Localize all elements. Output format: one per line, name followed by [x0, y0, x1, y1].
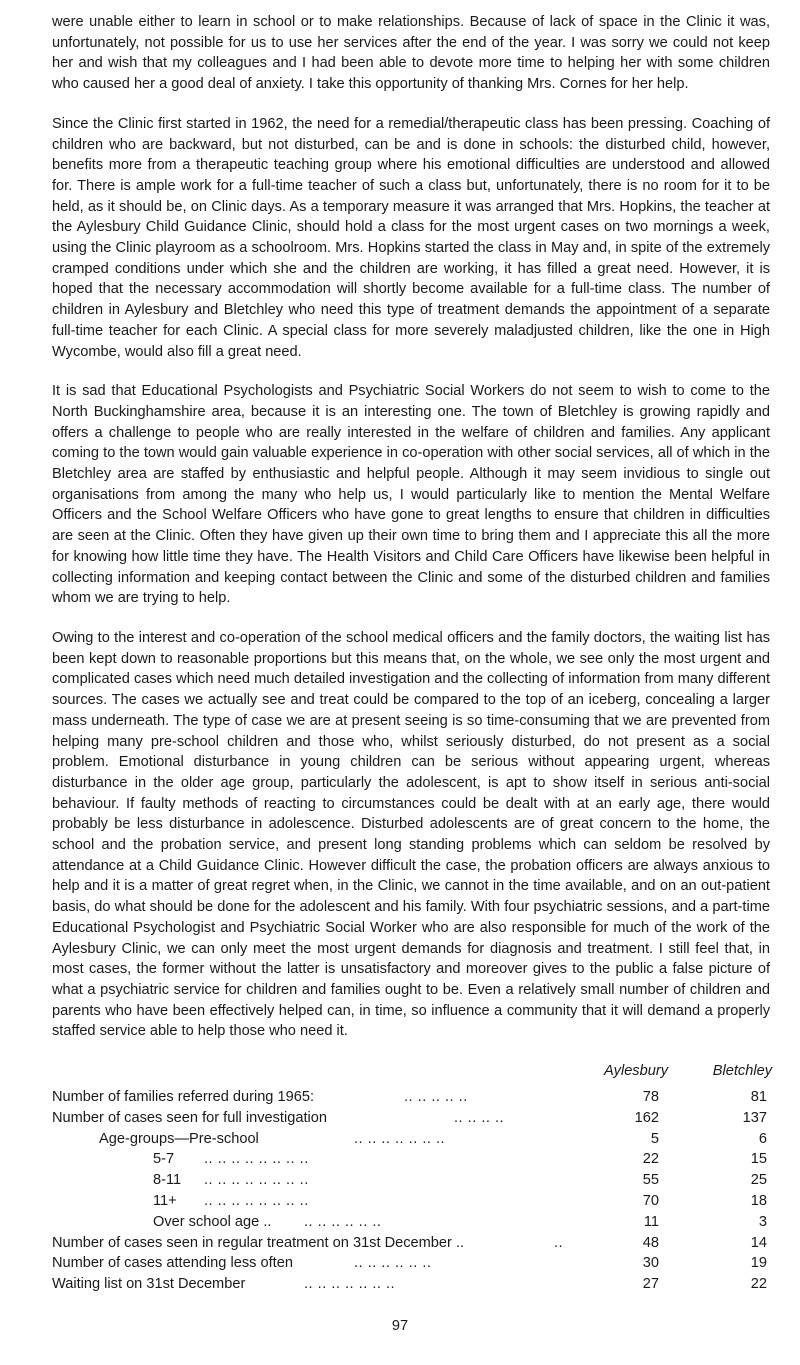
- row-label: Age-groups—Pre-school: [99, 1130, 259, 1147]
- bletchley-value: 81: [750, 1089, 767, 1105]
- paragraph: Since the Clinic first started in 1962, the need for a remedial/therapeutic class has been pressing. Coaching of children who are backward, but not disturbed, can be and is done in schools: the disturbed child, however, benefits more from a therapeutic teaching group where his emotional difficulties are understood and allowed for. There is ample work for a full-time teacher of such a class but, unfortunately, there is no room for it to be held, as it should be, on Clinic days. As a temporary measure it was arranged that Mrs. Hopkins, the teacher at the Aylesbury Child Guidance Clinic, should hold a class for the most urgent cases on two mornings a week, using the Clinic playroom as a schoolroom. Mrs. Hopkins started the class in May and, in spite of the extremely cramped conditions under which she and the children are working, it has filled a great need. However, it is hoped that the necessary accommodation will shortly become available for a full-time class. The number of children in Aylesbury and Bletchley who need this type of treatment demands the appointment of a separate full-time teacher for each Clinic. A special class for more severely maladjusted children, like the one in High Wycombe, would also fill a great need.: [52, 115, 770, 360]
- table-row: [52, 1212, 770, 1233]
- statistics-table: [52, 1063, 770, 1295]
- column-header-aylesbury: Aylesbury: [604, 1063, 668, 1079]
- bletchley-value: 15: [750, 1151, 767, 1168]
- row-label: Number of families referred during 1965:: [52, 1089, 315, 1105]
- table-row: [52, 1253, 770, 1274]
- bletchley-value: 25: [750, 1172, 767, 1189]
- bletchley-value: 19: [750, 1255, 767, 1272]
- leader-dots: ..: [554, 1234, 564, 1251]
- leader-dots: .. .. .. .. .. .. ..: [354, 1130, 446, 1147]
- bletchley-value: 22: [750, 1276, 767, 1293]
- table-row: [52, 1129, 770, 1150]
- table-row: [52, 1233, 770, 1254]
- leader-dots: .. .. .. .. .. .. .. ..: [204, 1151, 309, 1168]
- row-label: 11+: [153, 1192, 177, 1209]
- table-row: [52, 1191, 770, 1212]
- aylesbury-value: 30: [642, 1255, 659, 1272]
- bletchley-value: 18: [750, 1192, 767, 1209]
- paragraph: Owing to the interest and co-operation of the school medical officers and the family doctors, the waiting list has been kept down to reasonable proportions but this means that, on the whole, we see only the most urgent and complicated cases which need much detailed investigation and the collecting of information from many different sources. The cases we actually see and treat could be compared to the top of an iceberg, concealing a larger mass underneath. The type of case we are at present seeing is so time-consuming that we are prevented from helping many pre-school children and those who, whilst seriously disturbed, do not present as a social problem. Emotional disturbance in young children can be serious without appearing urgent, whereas disturbance in the older age group, particularly the adolescent, is apt to show itself in serious anti-social behaviour. If faulty methods of reacting to circumstances could be dealt with at an early age, there would probably be less disturbance in adolescence. Disturbed adolescents are of great concern to the home, the school and the probation service, and present long standing problems which can seldom be resolved by attendance at a Child Guidance Clinic. However difficult the case, the probation officers are always anxious to help and it is a matter of great regret when, in the Clinic, we cannot in the time available, and on an out-patient basis, do what should be done for the adolescent and his family. With four psychiatric sessions, and a part-time Educational Psychologist and Psychiatric Social Worker who are also responsible for much of the work of the Aylesbury Clinic, we can only meet the most urgent demands for diagnosis and treatment. I still feel that, in most cases, the former without the latter is unsatisfactory and moreover gives to the public a false picture of what a psychiatric service for children and families ought to be. Even a relatively small number of children and parents who have been effectively helped can, in time, so influence a community that it will demand a properly staffed service able to help those who need it.: [52, 629, 770, 1040]
- paragraph: were unable either to learn in school or to make relationships. Because of lack of space in the Clinic it was, unfortunately, not possible for us to use her services after the end of the year. I was sorry we could not keep her and wish that my colleagues and I had been able to devote more time to helping her with some children who caused her a good deal of anxiety. I take this opportunity of thanking Mrs. Cornes for her help.: [52, 14, 770, 93]
- row-label: Over school age ..: [153, 1213, 272, 1230]
- leader-dots: .. .. .. .. .. .. .. ..: [204, 1192, 309, 1209]
- row-label: Number of cases seen for full investigation: [52, 1109, 327, 1126]
- table-header: [52, 1063, 770, 1087]
- row-label: Number of cases seen in regular treatment on 31st December ..: [52, 1234, 465, 1251]
- table-row: [52, 1108, 770, 1129]
- aylesbury-value: 70: [642, 1192, 659, 1209]
- table-row: [52, 1170, 770, 1191]
- aylesbury-value: 5: [650, 1130, 659, 1147]
- row-label: 5-7: [153, 1151, 175, 1168]
- table-row: [52, 1274, 770, 1295]
- report-body: [52, 12, 770, 1061]
- aylesbury-value: 22: [642, 1151, 659, 1168]
- leader-dots: .. .. .. ..: [454, 1109, 505, 1126]
- column-header-bletchley: Bletchley: [712, 1063, 772, 1079]
- row-label: 8-11: [153, 1172, 182, 1189]
- paragraph: It is sad that Educational Psychologists and Psychiatric Social Workers do not seem to wish to come to the North Buckinghamshire area, because it is an interesting one. The town of Bletchley is growing rapidly and offers a challenge to people who are really interested in the welfare of children and families. Any applicant coming to the town would gain valuable experience in co-operation with other social services, all of which in the Bletchley area are staffed by enthusiastic and helpful people. Although it may seem invidious to single out organisations from among the many who help us, I would particularly like to mention the Mental Welfare Officers and the School Welfare Officers who have gone to great lengths to ensure that children in difficulties are seen at the Clinic. Often they have given up their own time to bring them and I appreciate this all the more for knowing how little time they have. The Health Visitors and Child Care Officers have likewise been helpful in collecting information and keeping contact between the Clinic and some of the disturbed children and families whom we are trying to help.: [52, 383, 770, 607]
- bletchley-value: 3: [758, 1213, 767, 1230]
- aylesbury-value: 162: [634, 1109, 659, 1126]
- leader-dots: .. .. .. .. .. ..: [354, 1255, 432, 1272]
- aylesbury-value: 27: [642, 1276, 659, 1293]
- aylesbury-value: 11: [643, 1213, 659, 1230]
- aylesbury-value: 55: [642, 1172, 659, 1189]
- bletchley-value: 137: [742, 1109, 767, 1126]
- leader-dots: .. .. .. .. .. .. .. ..: [204, 1172, 309, 1189]
- leader-dots: .. .. .. .. ..: [404, 1089, 468, 1105]
- row-label: Waiting list on 31st December: [52, 1276, 246, 1293]
- row-label: Number of cases attending less often: [52, 1255, 293, 1272]
- aylesbury-value: 48: [642, 1234, 659, 1251]
- bletchley-value: 6: [758, 1130, 767, 1147]
- bletchley-value: 14: [750, 1234, 767, 1251]
- leader-dots: .. .. .. .. .. ..: [304, 1213, 382, 1230]
- aylesbury-value: 78: [642, 1089, 659, 1105]
- leader-dots: .. .. .. .. .. .. ..: [304, 1276, 396, 1293]
- table-row: [52, 1087, 770, 1108]
- table-row: [52, 1149, 770, 1170]
- page-number: 97: [391, 1318, 409, 1334]
